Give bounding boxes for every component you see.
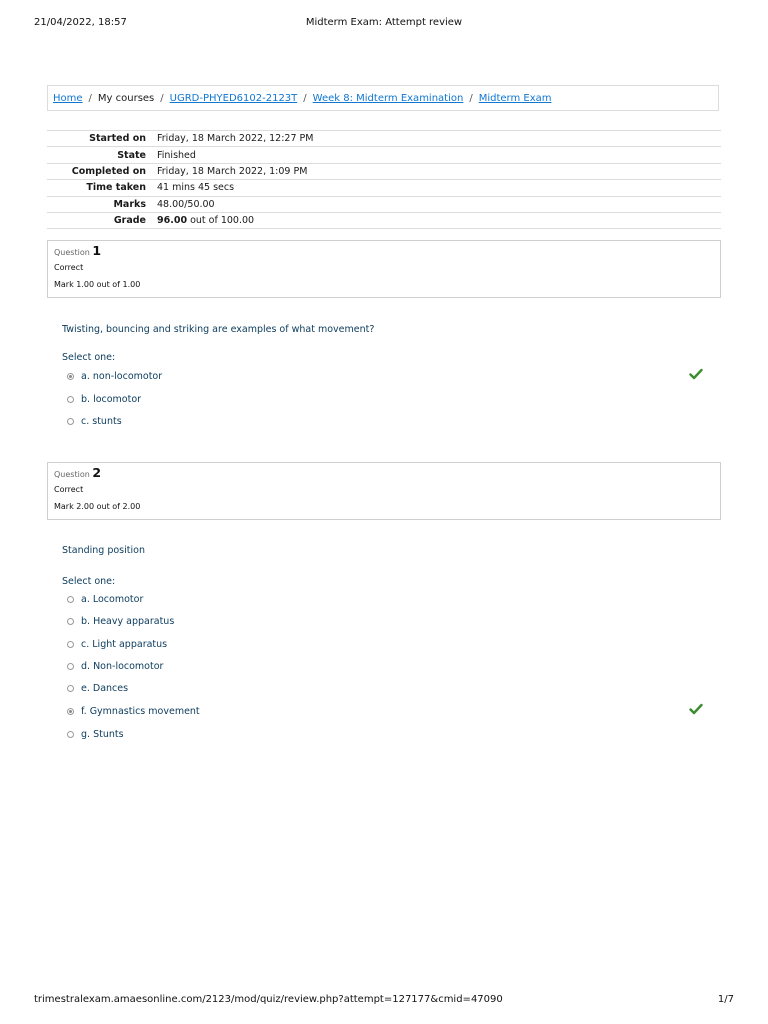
summary-row-grade (47, 212, 721, 228)
question-number (54, 243, 101, 258)
summary-label: Started on (47, 131, 152, 147)
radio-icon[interactable] (67, 373, 74, 380)
question-mark: Mark 2.00 out of 2.00 (54, 502, 141, 511)
breadcrumb (47, 85, 719, 111)
option-label: g. Stunts (81, 728, 124, 740)
summary-label: Time taken (47, 180, 152, 196)
print-url: trimestralexam.amaesonline.com/2123/mod/quiz/review.php?attempt=127177&cmid=47090 (34, 994, 503, 1005)
radio-icon[interactable] (67, 396, 74, 403)
question-1-option-c[interactable] (67, 414, 122, 428)
radio-icon[interactable] (67, 663, 74, 670)
radio-icon[interactable] (67, 618, 74, 625)
question-state: Correct (54, 263, 84, 272)
summary-row-started (47, 131, 721, 147)
radio-icon[interactable] (67, 641, 74, 648)
breadcrumb-separator: / (88, 92, 92, 104)
print-date: 21/04/2022, 18:57 (34, 17, 127, 28)
check-icon (689, 368, 703, 380)
check-icon (689, 703, 703, 715)
question-prefix: Question (54, 248, 93, 257)
summary-value: 41 mins 45 secs (152, 180, 721, 196)
question-2-option-a[interactable] (67, 592, 143, 606)
summary-value (152, 212, 721, 228)
question-2-text: Standing position (62, 545, 145, 556)
breadcrumb-my-courses: My courses (97, 92, 155, 104)
option-label: b. locomotor (81, 393, 142, 405)
summary-row-time-taken (47, 180, 721, 196)
option-label: c. stunts (81, 415, 122, 427)
question-2-option-b[interactable] (67, 614, 174, 628)
radio-icon[interactable] (67, 685, 74, 692)
question-2-option-c[interactable] (67, 637, 167, 651)
question-2-option-e[interactable] (67, 681, 128, 695)
breadcrumb-separator: / (469, 92, 473, 104)
radio-icon[interactable] (67, 731, 74, 738)
summary-label: Marks (47, 196, 152, 212)
summary-value: Finished (152, 147, 721, 163)
radio-icon[interactable] (67, 418, 74, 425)
print-title: Midterm Exam: Attempt review (305, 17, 463, 28)
summary-value: Friday, 18 March 2022, 1:09 PM (152, 163, 721, 179)
question-prefix: Question (54, 470, 93, 479)
grade-out-of: out of 100.00 (187, 215, 255, 227)
print-page-number: 1/7 (717, 994, 734, 1005)
breadcrumb-week-link[interactable]: Week 8: Midterm Examination (312, 92, 464, 104)
question-2-info (47, 462, 721, 520)
summary-row-marks (47, 196, 721, 212)
radio-icon[interactable] (67, 596, 74, 603)
option-label: d. Non-locomotor (81, 660, 164, 672)
summary-label: Completed on (47, 163, 152, 179)
summary-value: Friday, 18 March 2022, 12:27 PM (152, 131, 721, 147)
option-label: c. Light apparatus (81, 638, 168, 650)
summary-label: State (47, 147, 152, 163)
option-label: b. Heavy apparatus (81, 615, 175, 627)
question-mark: Mark 1.00 out of 1.00 (54, 280, 141, 289)
breadcrumb-quiz-link[interactable]: Midterm Exam (478, 92, 552, 104)
question-1-text: Twisting, bouncing and striking are examples of what movement? (62, 324, 375, 335)
question-2-select-one: Select one: (62, 576, 116, 587)
summary-row-state (47, 147, 721, 163)
question-2-option-d[interactable] (67, 659, 163, 673)
breadcrumb-separator: / (303, 92, 307, 104)
option-label: a. non-locomotor (81, 370, 163, 382)
question-number (54, 465, 101, 480)
question-1-option-b[interactable] (67, 392, 141, 406)
summary-row-completed (47, 163, 721, 179)
question-2-option-g[interactable] (67, 727, 124, 741)
radio-icon[interactable] (67, 708, 74, 715)
question-1-option-a[interactable] (67, 369, 162, 383)
option-label: e. Dances (81, 682, 129, 694)
question-1-info (47, 240, 721, 298)
option-label: a. Locomotor (81, 593, 144, 605)
attempt-summary-table (47, 130, 721, 229)
question-1-select-one: Select one: (62, 352, 116, 363)
breadcrumb-home-link[interactable]: Home (53, 92, 83, 104)
breadcrumb-separator: / (160, 92, 164, 104)
summary-label: Grade (47, 212, 152, 228)
question-number-value: 2 (92, 465, 102, 480)
option-label: f. Gymnastics movement (81, 705, 200, 717)
question-2-option-f[interactable] (67, 704, 200, 718)
breadcrumb-course-link[interactable]: UGRD-PHYED6102-2123T (169, 92, 298, 104)
summary-value: 48.00/50.00 (152, 196, 721, 212)
grade-score: 96.00 (157, 215, 188, 227)
question-number-value: 1 (92, 243, 102, 258)
question-state: Correct (54, 485, 84, 494)
